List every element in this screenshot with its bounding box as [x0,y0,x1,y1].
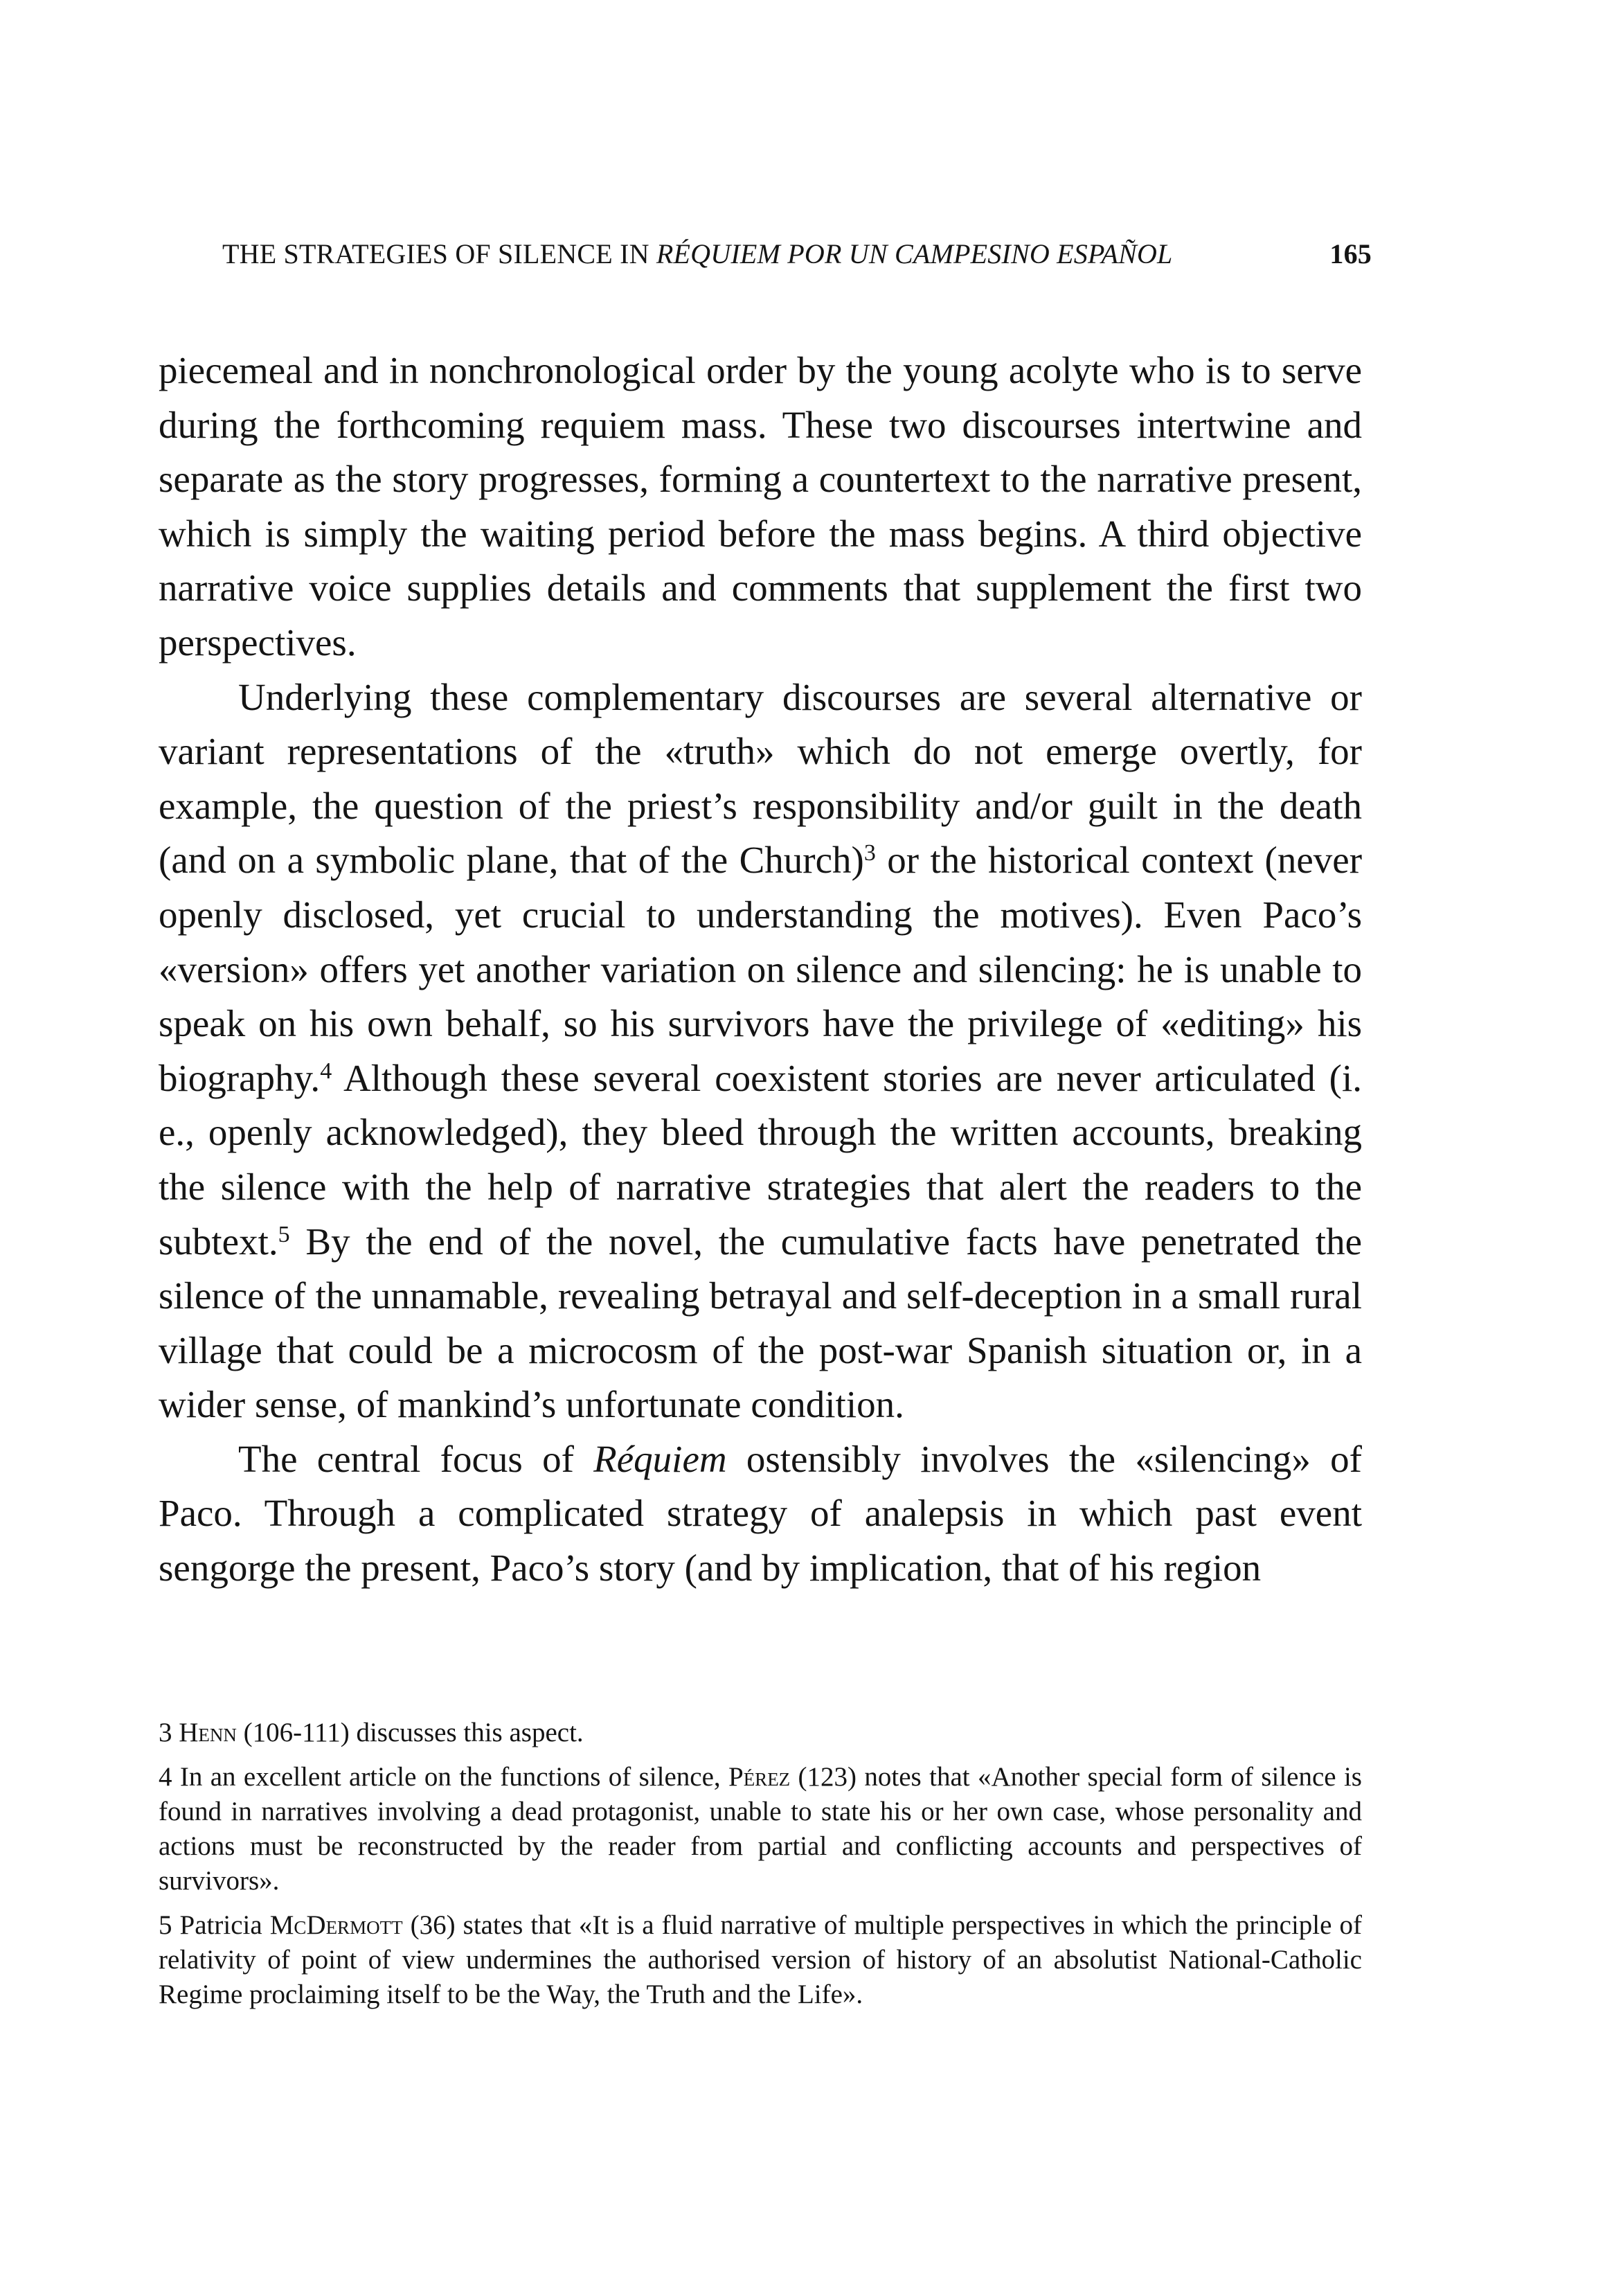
footnote-3-number: 3 [159,1718,172,1747]
paragraph-2-text-b: or the historical context (never openly disclosed, yet crucial to understanding the motives). Even Paco’s «version» offers yet another variation on silence and silencing: he is unable to speak on his own behalf, so his survivors have the privilege of «editing» his biography. [159,839,1363,1099]
paragraph-2-text-d: By the end of the novel, the cumulative facts have penetrated the silence of the unnamable, revealing betrayal and self-deception in a small rural village that could be a microcosm of the post-war Spanish situation or, in a wider sense, of mankind’s unfortunate condition. [159,1220,1362,1426]
paragraph-3-italic-title: Réquiem [593,1437,727,1480]
footnote-4-text: (123) notes that «Another special form of silence is found in narratives involving a dead protagonist, unable to state his or her own case, whose personality and actions must be reconstructed by the reader from partial and conflicting accounts and perspectives of survivors». [159,1762,1362,1896]
footnote-5-text: (36) states that «It is a fluid narrative of multiple perspectives in which the principle of relativity of point of view undermines the authorised version of history of an absolutist National-Catholic Regime proclaiming itself to be the Way, the Truth and the Life». [159,1910,1362,2009]
footnote-ref-3: 3 [863,840,876,866]
footnote-ref-4: 4 [320,1058,332,1084]
footnote-4-author: Pérez [728,1762,791,1792]
footnote-5-number: 5 [159,1910,172,1940]
footnote-ref-5: 5 [278,1221,290,1247]
footnote-3-text: (106-111) discusses this aspect. [236,1718,584,1747]
footnote-5 [159,1908,1362,2012]
footnote-4-pre: In an excellent article on the functions of silence, [172,1762,728,1792]
footnote-4-number: 4 [159,1762,172,1792]
page-number: 165 [1329,238,1372,269]
paragraph-3 [159,1432,1362,1596]
footnote-4 [159,1760,1362,1898]
footnote-5-pre: Patricia [172,1910,270,1940]
running-head-italic-title: RÉQUIEM POR UN CAMPESINO ESPAÑOL [656,238,1173,269]
footnote-5-author: McDermott [269,1910,403,1940]
paragraph-2 [159,670,1362,1432]
footnote-3 [159,1716,1362,1750]
paragraph-2-text-c: Although these several coexistent stories are never articulated (i. e., openly acknowledged), they bleed through the written accounts, breaking the silence with the help of narrative strategies that alert the readers to the subtext. [159,1056,1362,1263]
paragraph-1: piecemeal and in nonchronological order by the young acolyte who is to serve during the forthcoming requiem mass. These two discourses intertwine and separate as the story progresses, forming a countertext to the narrative present, which is simply the waiting period before the mass begins. A third objective narrative voice supplies details and comments that supplement the first two perspectives. [159,349,1362,664]
body-text [159,344,1362,1596]
footnotes [159,1716,1362,2022]
running-head [222,235,1372,274]
running-head-title: THE STRATEGIES OF SILENCE IN [222,238,656,269]
paragraph-3-text-b: ostensibly involves the «silencing» of Paco. Through a complicated strategy of analepsis in which past event sengorge the present, Paco’s story (and by implication, that of his region [159,1437,1362,1590]
paragraph-2-text-a: Underlying these complementary discourses are several alternative or variant representations of the «truth» which do not emerge overtly, for example, the question of the priest’s responsibility and/or guilt in the death (and on a symbolic plane, that of the Church) [159,675,1362,882]
footnote-3-author: Henn [179,1718,237,1747]
paragraph-3-text-a: The central focus of [238,1437,594,1480]
